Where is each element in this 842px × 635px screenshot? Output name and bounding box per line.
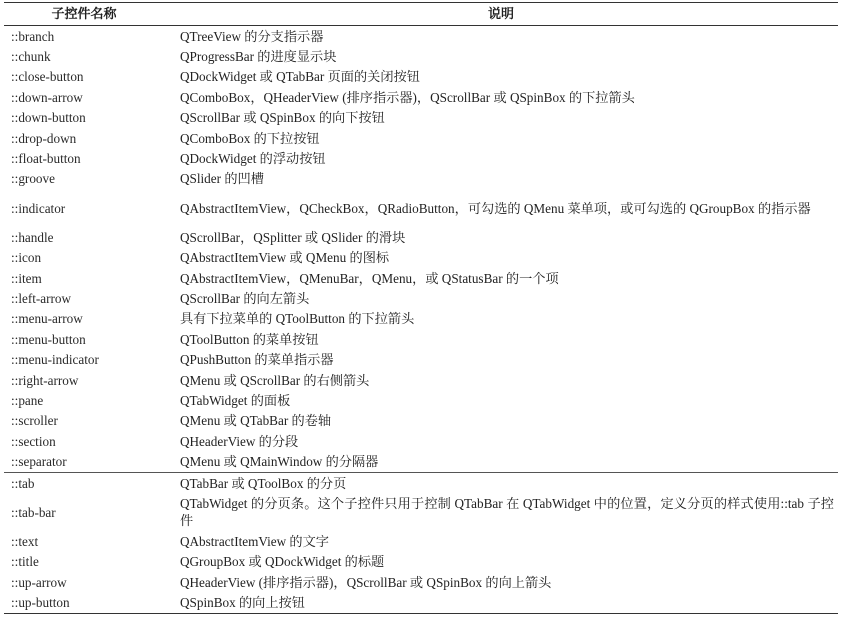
table-row [4,67,838,87]
table-row [4,189,838,227]
table-row [4,268,838,288]
subcontrol-name: ::scroller [11,413,58,429]
header-description: 说明 [164,3,838,26]
subcontrol-name: ::pane [11,392,44,408]
subcontrol-name: ::text [11,533,39,549]
table-row [4,128,838,148]
subcontrol-name: ::up-arrow [11,574,67,590]
header-row [4,3,838,26]
subcontrol-name: ::groove [11,171,55,187]
subcontrol-name: ::tab [4,472,164,493]
table-row [4,248,838,268]
table-row [4,349,838,369]
table-row [4,288,838,308]
subcontrol-description: QToolButton 的菜单按钮 [180,331,319,347]
subcontrol-name: ::float-button [11,151,81,167]
subcontrol-name: ::chunk [11,49,51,65]
subcontrol-description: QTabWidget 的分页条。这个子控件只用于控制 QTabBar 在 QTabWidget 中的位置，定义分页的样式使用::tab 子控件 [180,496,834,529]
table-header [4,3,838,26]
table-row [4,572,838,592]
table-row [4,531,838,551]
table-row [4,26,838,47]
subcontrol-name: ::separator [11,454,67,470]
subcontrol-description: QAbstractItemView 或 QMenu 的图标 [180,250,390,266]
subcontrol-description: QDockWidget 的浮动按钮 [180,151,326,167]
subcontrol-description: QTreeView 的分支指示器 [180,28,324,44]
table-body [4,26,838,614]
subcontrol-description: QMenu 或 QScrollBar 的右侧箭头 [180,372,370,388]
table-row [4,411,838,431]
subcontrol-name: ::down-button [11,110,86,126]
subcontrol-name: ::close-button [11,69,84,85]
subcontrol-name: ::icon [11,250,42,266]
subcontrol-name: ::drop-down [11,130,77,146]
subcontrol-name: ::indicator [11,200,66,216]
subcontrol-description: QTabWidget 的面板 [180,392,291,408]
table-row [4,329,838,349]
table-row [4,552,838,572]
subcontrol-name: ::tab-bar [11,504,56,520]
table-row [4,592,838,613]
subcontrol-name: ::up-button [4,592,164,613]
table-row [4,309,838,329]
table-row [4,390,838,410]
subcontrol-name: ::left-arrow [11,290,72,306]
subcontrol-description: QSlider 的凹槽 [180,171,264,187]
subcontrol-description: QSpinBox 的向上按钮 [164,592,838,613]
table-row [4,493,838,531]
subcontrol-description: QMenu 或 QTabBar 的卷轴 [180,413,332,429]
subcontrol-description: QScrollBar 或 QSpinBox 的向下按钮 [180,110,385,126]
subcontrol-description: QTabBar 或 QToolBox 的分页 [164,472,838,493]
subcontrol-name: ::section [11,433,56,449]
subcontrol-name: ::item [11,270,42,286]
table-row [4,46,838,66]
table-row [4,370,838,390]
table-row [4,108,838,128]
subcontrol-name: ::menu-arrow [11,311,83,327]
table-row [4,431,838,451]
subcontrol-name: ::branch [11,28,55,44]
subcontrol-name: ::down-arrow [11,89,83,105]
subcontrol-description: QHeaderView 的分段 [180,433,299,449]
subcontrol-description: QHeaderView (排序指示器)，QScrollBar 或 QSpinBox 的向上箭头 [180,574,552,590]
subcontrol-description: QAbstractItemView，QMenuBar，QMenu，或 QStatusBar 的一个项 [180,270,559,286]
subcontrol-table [4,2,838,614]
subcontrol-description: QComboBox 的下拉按钮 [180,130,320,146]
subcontrol-description: QComboBox，QHeaderView (排序指示器)，QScrollBar 或 QSpinBox 的下拉箭头 [180,89,635,105]
subcontrol-description: QGroupBox 或 QDockWidget 的标题 [180,554,385,570]
subcontrol-description: QScrollBar 的向左箭头 [180,290,310,306]
subcontrol-description: QPushButton 的菜单指示器 [180,352,334,368]
subcontrol-description: QDockWidget 或 QTabBar 页面的关闭按钮 [180,69,420,85]
subcontrol-description: QAbstractItemView 的文字 [180,533,329,549]
table-row [4,87,838,107]
table-row [4,227,838,247]
subcontrol-description: QMenu 或 QMainWindow 的分隔器 [180,454,379,470]
subcontrol-name: ::right-arrow [11,372,79,388]
subcontrol-name: ::title [11,554,39,570]
subcontrol-name: ::menu-button [11,331,86,347]
header-name: 子控件名称 [4,3,164,26]
subcontrol-description: QAbstractItemView，QCheckBox，QRadioButton，可勾选的 QMenu 菜单项，或可勾选的 QGroupBox 的指示器 [180,200,811,216]
subcontrol-description: 具有下拉菜单的 QToolButton 的下拉箭头 [180,311,415,327]
subcontrol-description: QProgressBar 的进度显示块 [180,49,337,65]
table-row [4,148,838,168]
table-row [4,472,838,493]
table-row [4,169,838,189]
subcontrol-name: ::handle [11,229,54,245]
subcontrol-description: QScrollBar，QSplitter 或 QSlider 的滑块 [180,229,406,245]
table-row [4,451,838,472]
subcontrol-name: ::menu-indicator [11,352,99,368]
